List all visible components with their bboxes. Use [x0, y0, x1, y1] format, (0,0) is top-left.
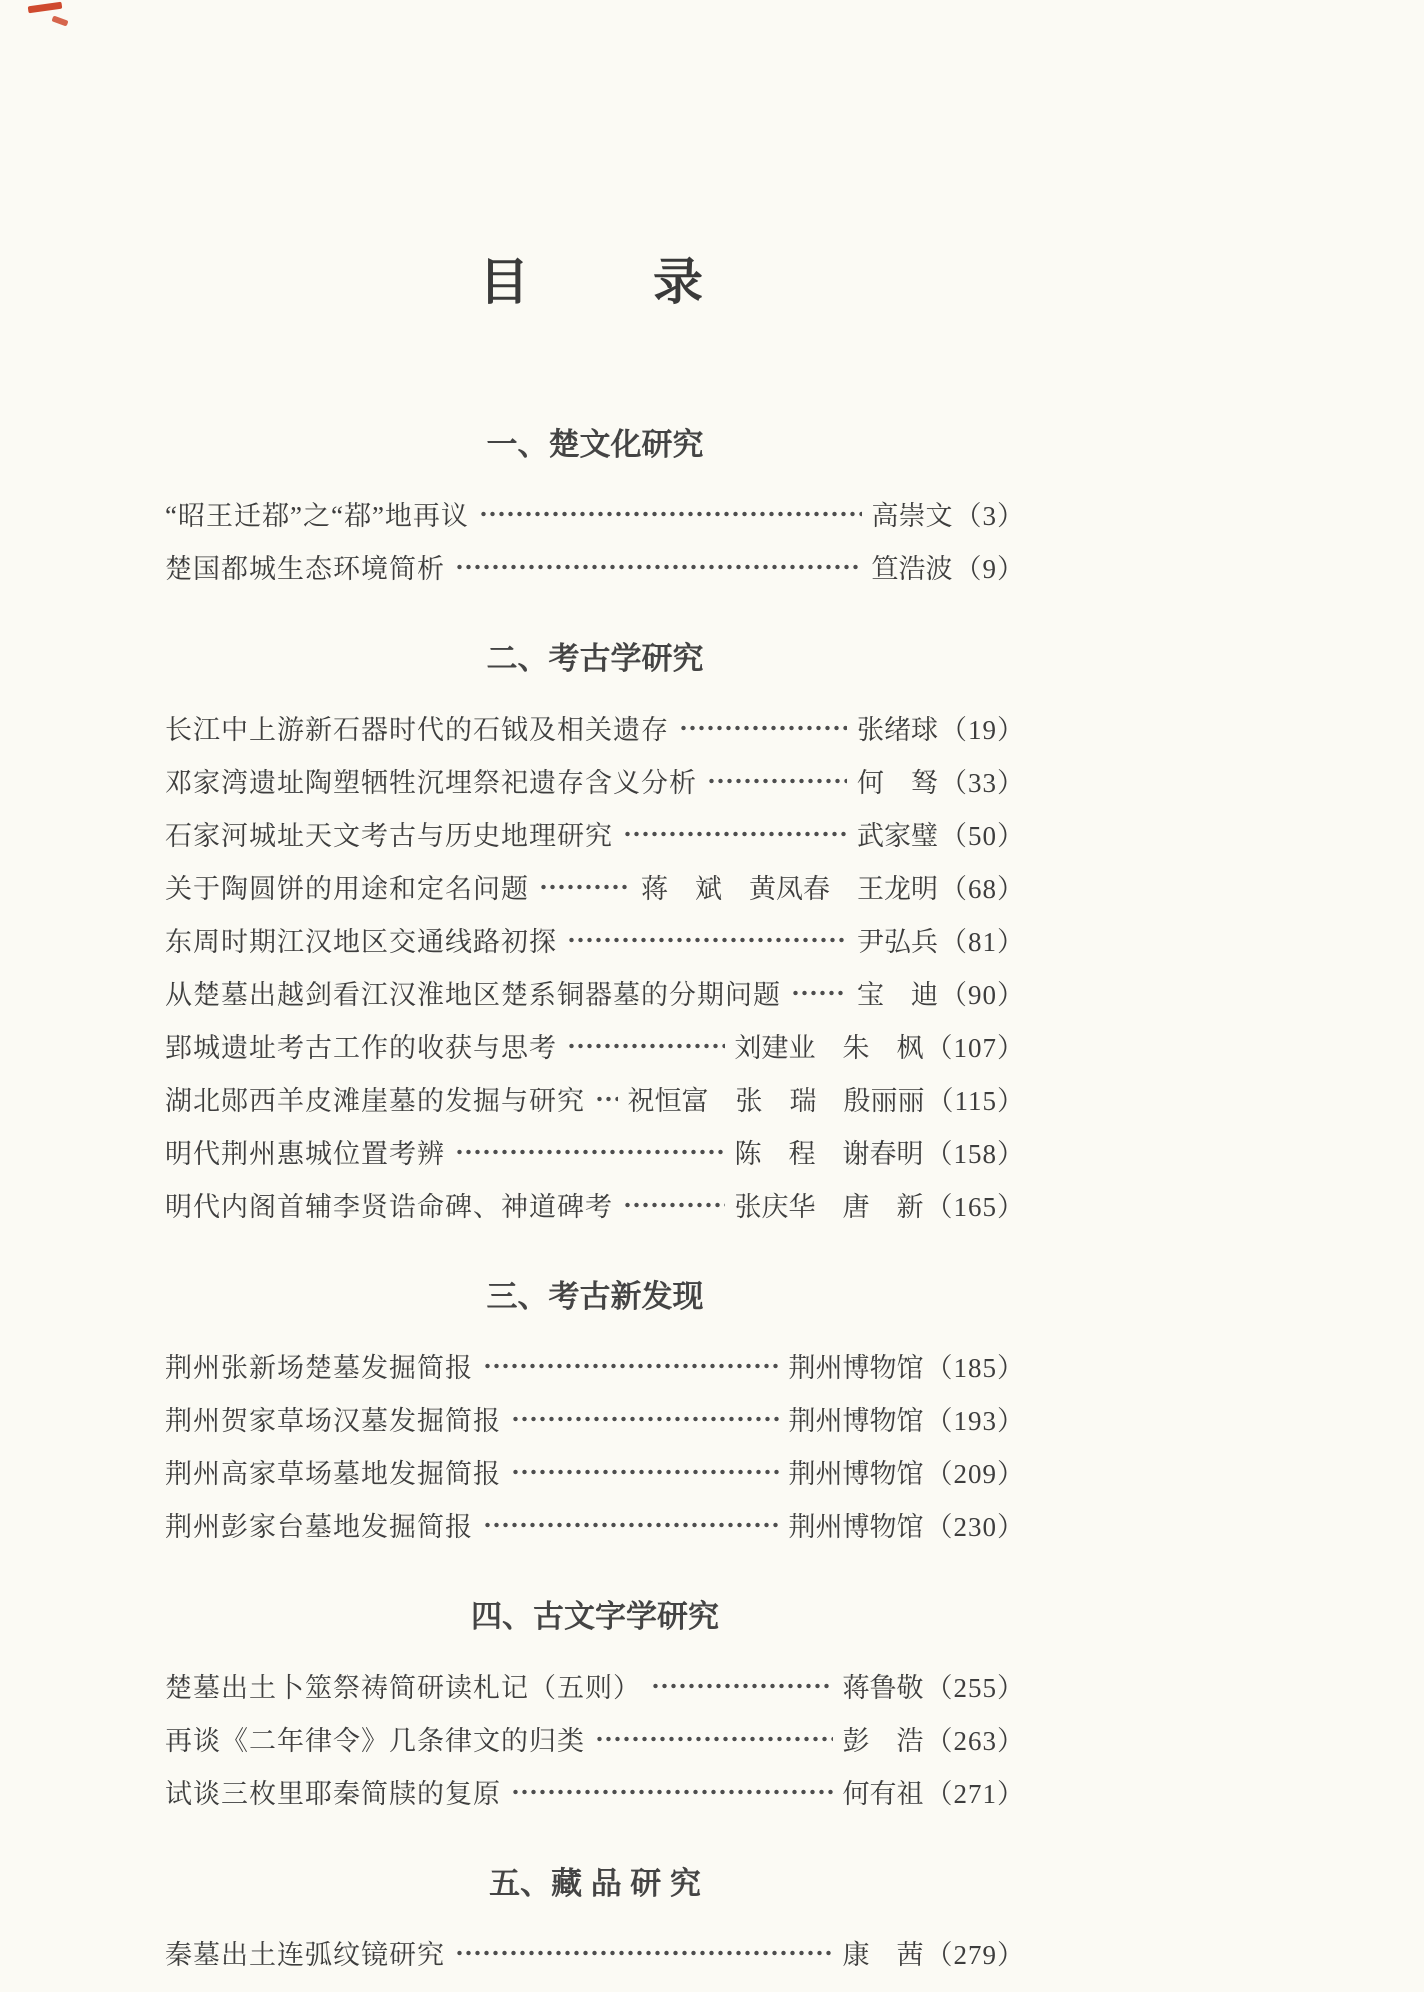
entry-page-number: （9）	[954, 554, 1025, 584]
toc-entry	[165, 1125, 1025, 1178]
entry-title: “昭王迁鄀”之“鄀”地再议	[165, 501, 469, 531]
entry-title: 长江中上游新石器时代的石钺及相关遗存	[165, 715, 669, 745]
toc-entry	[165, 1072, 1025, 1125]
entry-page-number: （81）	[940, 927, 1025, 957]
entry-authors: 彭 浩	[842, 1726, 924, 1756]
entry-authors: 何有祖	[842, 1779, 924, 1809]
entry-title: 东周时期江汉地区交通线路初探	[165, 927, 557, 957]
entry-authors: 宝 迪	[857, 980, 938, 1010]
dot-leader	[455, 562, 862, 572]
dot-leader	[479, 509, 862, 519]
toc-entry	[165, 807, 1025, 860]
entry-page-number: （279）	[925, 1940, 1025, 1970]
entry-page-number: （115）	[926, 1086, 1025, 1116]
entry-title: 从楚墓出越剑看江汉淮地区楚系铜器墓的分期问题	[165, 980, 781, 1010]
section-heading-2: 二、考古学研究	[486, 641, 704, 676]
dot-leader	[567, 935, 847, 945]
section-heading-5: 五、藏 品 研 究	[489, 1866, 701, 1901]
entry-title: 楚国都城生态环境简析	[165, 554, 445, 584]
entry-title: 荆州贺家草场汉墓发掘简报	[165, 1406, 501, 1436]
toc-entry	[165, 1926, 1025, 1979]
entry-page-number: （158）	[925, 1139, 1025, 1169]
dot-leader	[511, 1787, 833, 1797]
entry-authors: 张庆华 唐 新	[734, 1192, 924, 1222]
entry-authors: 张绪球	[857, 715, 938, 745]
entry-page-number: （255）	[925, 1673, 1025, 1703]
dot-leader	[483, 1520, 779, 1530]
entry-authors: 蒋 斌 黄凤春 王龙明	[641, 874, 938, 904]
entry-page-number: （19）	[940, 715, 1025, 745]
entry-title: 秦墓出土连弧纹镜研究	[165, 1940, 445, 1970]
entry-page-number: （209）	[925, 1459, 1025, 1489]
entry-authors: 陈 程 谢春明	[734, 1139, 924, 1169]
entry-authors: 武家璧	[857, 821, 938, 851]
toc-entry	[165, 1765, 1025, 1818]
dot-leader	[707, 776, 847, 786]
entry-authors: 荆州博物馆	[788, 1512, 924, 1542]
entry-authors: 荆州博物馆	[788, 1406, 924, 1436]
entry-title: 楚墓出土卜筮祭祷简研读札记（五则）	[165, 1673, 641, 1703]
toc-entry	[165, 487, 1025, 540]
toc-entry	[165, 540, 1025, 593]
toc-entry	[165, 1659, 1025, 1712]
toc-entry	[165, 754, 1025, 807]
entry-authors: 何 驽	[857, 768, 938, 798]
dot-leader	[791, 988, 847, 998]
entry-title: 邓家湾遗址陶塑牺牲沉埋祭祀遗存含义分析	[165, 768, 697, 798]
entry-page-number: （193）	[925, 1406, 1025, 1436]
entry-title: 石家河城址天文考古与历史地理研究	[165, 821, 613, 851]
dot-leader	[539, 882, 631, 892]
entry-page-number: （263）	[925, 1726, 1025, 1756]
entry-title: 试谈三枚里耶秦简牍的复原	[165, 1779, 501, 1809]
entry-title: 明代内阁首辅李贤诰命碑、神道碑考	[165, 1192, 613, 1222]
entry-title: 荆州高家草场墓地发掘简报	[165, 1459, 501, 1489]
section-heading-4: 四、古文字学研究	[471, 1599, 719, 1634]
section-heading-3: 三、考古新发现	[486, 1279, 704, 1314]
entry-title: 荆州张新场楚墓发掘简报	[165, 1353, 473, 1383]
toc-entry	[165, 966, 1025, 1019]
dot-leader	[679, 723, 847, 733]
toc-entry	[165, 1712, 1025, 1765]
toc-entry	[165, 1445, 1025, 1498]
dot-leader	[595, 1094, 618, 1104]
entry-page-number: （185）	[925, 1353, 1025, 1383]
toc-entry	[165, 913, 1025, 966]
dot-leader	[623, 1200, 725, 1210]
entry-page-number: （50）	[940, 821, 1025, 851]
entry-page-number: （90）	[940, 980, 1025, 1010]
entry-title: 再谈《二年律令》几条律文的归类	[165, 1726, 585, 1756]
entry-authors: 高崇文	[871, 501, 953, 531]
entry-title: 郢城遗址考古工作的收获与思考	[165, 1033, 557, 1063]
entry-authors: 康 茜	[842, 1940, 924, 1970]
entry-title: 明代荆州惠城位置考辨	[165, 1139, 445, 1169]
toc-entry	[165, 1392, 1025, 1445]
entry-title: 湖北郧西羊皮滩崖墓的发掘与研究	[165, 1086, 585, 1116]
entry-authors: 荆州博物馆	[788, 1459, 924, 1489]
scan-artifact	[51, 15, 68, 26]
dot-leader	[483, 1361, 779, 1371]
entry-authors: 祝恒富 张 瑞 殷丽丽	[627, 1086, 925, 1116]
entry-page-number: （33）	[940, 768, 1025, 798]
toc-entry	[165, 1498, 1025, 1551]
entry-title: 关于陶圆饼的用途和定名问题	[165, 874, 529, 904]
dot-leader	[455, 1147, 725, 1157]
entry-page-number: （68）	[940, 874, 1025, 904]
dot-leader	[595, 1734, 833, 1744]
scan-artifact	[28, 2, 63, 14]
entry-authors: 蒋鲁敬	[842, 1673, 924, 1703]
dot-leader	[651, 1681, 833, 1691]
section-heading-1: 一、楚文化研究	[486, 427, 704, 462]
dot-leader	[623, 829, 847, 839]
entry-page-number: （271）	[925, 1779, 1025, 1809]
toc-entry	[165, 1019, 1025, 1072]
toc-entry	[165, 860, 1025, 913]
entry-page-number: （230）	[925, 1512, 1025, 1542]
entry-authors: 尹弘兵	[857, 927, 938, 957]
toc-content	[165, 0, 1025, 1979]
dot-leader	[511, 1414, 779, 1424]
entry-page-number: （165）	[925, 1192, 1025, 1222]
entry-authors: 荆州博物馆	[788, 1353, 924, 1383]
entry-authors: 刘建业 朱 枫	[734, 1033, 924, 1063]
page-title: 目 录	[479, 254, 711, 310]
toc-entry	[165, 701, 1025, 754]
entry-authors: 笪浩波	[871, 554, 953, 584]
entry-page-number: （107）	[925, 1033, 1025, 1063]
entry-page-number: （3）	[954, 501, 1025, 531]
dot-leader	[511, 1467, 779, 1477]
dot-leader	[567, 1041, 725, 1051]
dot-leader	[455, 1948, 833, 1958]
toc-entry	[165, 1339, 1025, 1392]
entry-title: 荆州彭家台墓地发掘简报	[165, 1512, 473, 1542]
toc-entry	[165, 1178, 1025, 1231]
